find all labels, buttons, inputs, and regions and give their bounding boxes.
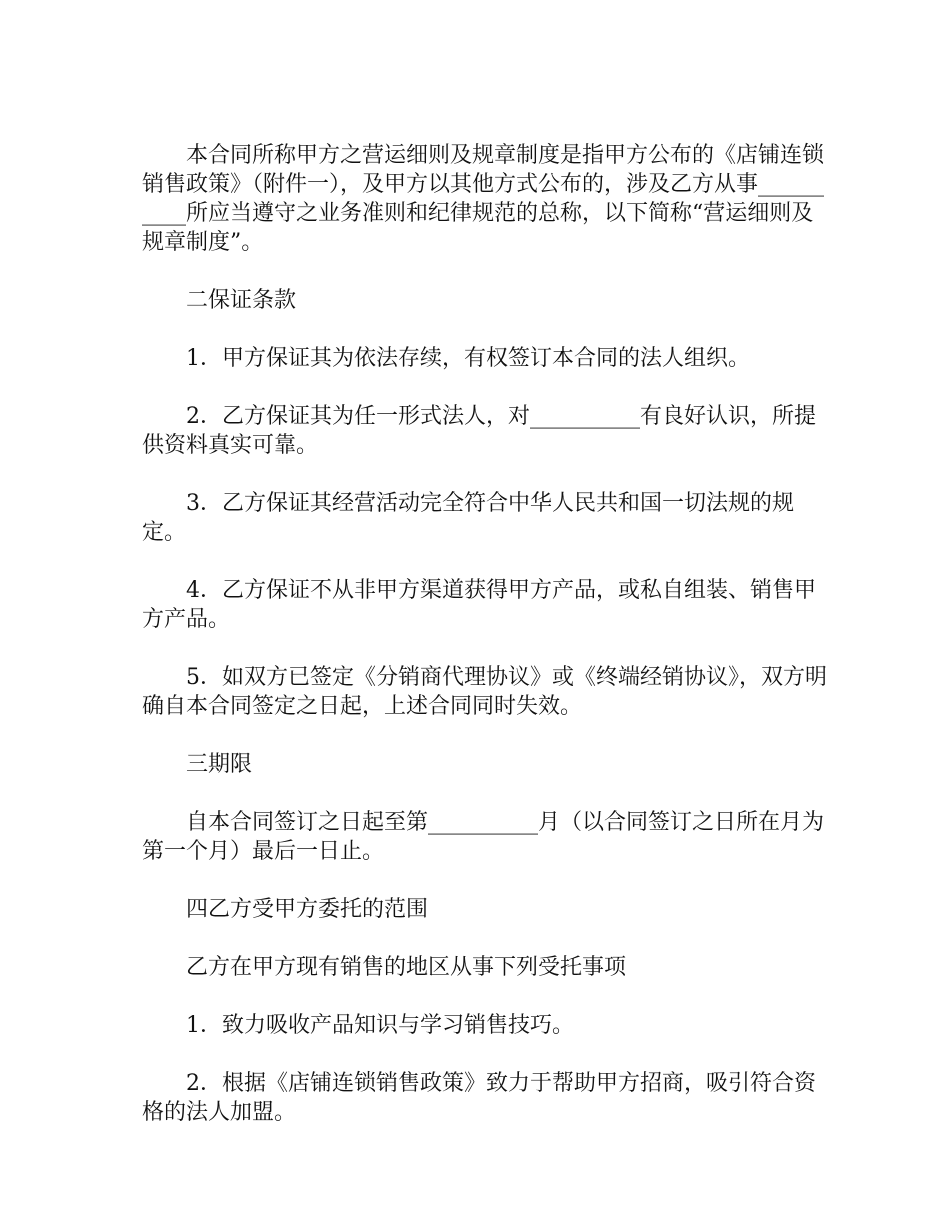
paragraph-scope-1: 1．致力吸收产品知识与学习销售技巧。 xyxy=(186,1013,574,1038)
section-heading-scope: 四乙方受甲方委托的范围 xyxy=(186,897,429,922)
paragraph-guarantee-2: 2．乙方保证其为任一形式法人，对__________有良好认识，所提供资料真实可靠。 xyxy=(142,404,816,458)
document-page xyxy=(142,141,832,1156)
paragraph-guarantee-5: 5．如双方已签定《分销商代理协议》或《终端经销协议》，双方明确自本合同签定之日起，上述合同同时失效。 xyxy=(142,665,827,719)
section-heading-guarantee: 二保证条款 xyxy=(186,288,297,313)
section-heading-term: 三期限 xyxy=(186,752,253,777)
paragraph-guarantee-3: 3．乙方保证其经营活动完全符合中华人民共和国一切法规的规定。 xyxy=(142,491,794,545)
paragraph-guarantee-4: 4．乙方保证不从非甲方渠道获得甲方产品，或私自组装、销售甲方产品。 xyxy=(142,578,816,632)
paragraph-term: 自本合同签订之日起至第__________月（以合同签订之日所在月为第一个月）最后一日止。 xyxy=(142,810,825,864)
paragraph-scope-2: 2．根据《店铺连锁销售政策》致力于帮助甲方招商，吸引符合资格的法人加盟。 xyxy=(142,1071,816,1125)
paragraph-guarantee-1: 1．甲方保证其为依法存续，有权签订本合同的法人组织。 xyxy=(186,346,750,371)
paragraph-definition: 本合同所称甲方之营运细则及规章制度是指甲方公布的《店铺连锁销售政策》（附件一），及甲方以其他方式公布的，涉及乙方从事__________所应当遵守之业务准则和纪律规范的总称，以下简称“营运细则及规章制度”。 xyxy=(142,143,825,255)
paragraph-scope-intro: 乙方在甲方现有销售的地区从事下列受托事项 xyxy=(186,955,627,980)
